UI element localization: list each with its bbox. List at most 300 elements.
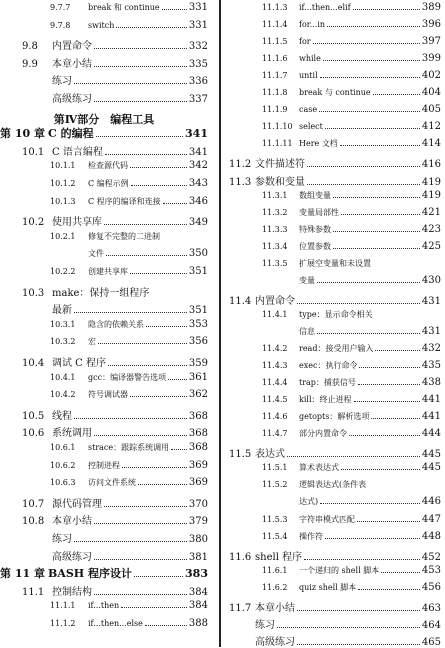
page-number: 356 bbox=[188, 336, 208, 348]
entry-number: 9.7.8 bbox=[50, 20, 71, 30]
page-number: 368 bbox=[188, 442, 208, 453]
page-number: 332 bbox=[188, 41, 208, 53]
toc-entry bbox=[262, 411, 441, 422]
entry-number: 11.5 bbox=[229, 449, 252, 461]
entry-title: C 程序的编译和连接 bbox=[88, 196, 161, 206]
entry-title: if...then bbox=[88, 601, 120, 611]
entry-title: 操作符 bbox=[299, 531, 323, 541]
toc-entry bbox=[50, 477, 208, 488]
dot-leader bbox=[358, 384, 420, 385]
entry-title: 高级练习 bbox=[255, 636, 295, 648]
dot-leader bbox=[323, 60, 420, 61]
entry-number: 10.3.2 bbox=[50, 337, 76, 347]
dot-leader bbox=[116, 27, 187, 28]
entry-title: 本章小结 bbox=[52, 516, 92, 528]
entry-title: 创建共享库 bbox=[88, 267, 128, 276]
page-number: 337 bbox=[188, 94, 208, 105]
toc-entry bbox=[262, 207, 441, 218]
dot-leader bbox=[327, 26, 420, 27]
entry-number: 11.4.3 bbox=[262, 361, 288, 371]
entry-number: 11.4.2 bbox=[262, 344, 288, 353]
dot-leader bbox=[74, 83, 187, 84]
toc-entry bbox=[22, 72, 208, 87]
page-number: 438 bbox=[421, 377, 441, 389]
entry-title: if...then...else bbox=[88, 619, 143, 628]
toc-entry bbox=[88, 248, 208, 259]
page-number: 463 bbox=[421, 602, 441, 614]
dot-leader bbox=[349, 435, 420, 436]
dot-leader bbox=[130, 396, 187, 397]
page-number: 343 bbox=[188, 178, 208, 189]
entry-number: 10.4.1 bbox=[50, 372, 76, 382]
page-number: 341 bbox=[188, 146, 208, 158]
toc-entry bbox=[22, 90, 208, 105]
page-number: 359 bbox=[188, 358, 208, 369]
dot-leader bbox=[162, 9, 187, 10]
page-number: 368 bbox=[188, 428, 208, 440]
entry-number: 10.1.2 bbox=[50, 179, 76, 188]
entry-number: 11.5.1 bbox=[262, 463, 288, 473]
dot-leader bbox=[145, 625, 187, 626]
entry-title: type：显示命令相关 bbox=[299, 309, 373, 319]
entry-number: 11.3 bbox=[229, 176, 252, 188]
entry-title: exec：执行命令 bbox=[299, 361, 358, 371]
dot-leader bbox=[74, 312, 187, 313]
page-number: 336 bbox=[188, 76, 208, 88]
entry-number: 11.4.6 bbox=[262, 412, 288, 422]
page-number: 384 bbox=[188, 600, 208, 612]
toc-entry bbox=[262, 309, 441, 320]
dot-leader bbox=[297, 303, 420, 304]
dot-leader bbox=[313, 43, 420, 44]
entry-number: 11.4.4 bbox=[262, 378, 288, 388]
entry-title: C 语言编程 bbox=[52, 146, 103, 158]
page-number: 351 bbox=[188, 266, 208, 277]
entry-title: 源代码管理 bbox=[52, 498, 102, 510]
page-number: 430 bbox=[421, 274, 441, 286]
page-number: 397 bbox=[421, 36, 441, 48]
page-number: 412 bbox=[421, 121, 441, 133]
page-number: 342 bbox=[188, 160, 208, 172]
entry-number: 11.1.6 bbox=[262, 54, 288, 64]
page-number: 431 bbox=[421, 295, 441, 307]
entry-number: 11.3.1 bbox=[262, 190, 288, 200]
dot-leader bbox=[94, 523, 187, 524]
entry-number: 10.2.2 bbox=[50, 267, 76, 276]
entry-number: 9.7.7 bbox=[50, 3, 71, 12]
toc-entry bbox=[262, 343, 441, 354]
entry-title: 算术表达式 bbox=[299, 463, 339, 473]
toc-entry bbox=[262, 360, 441, 371]
toc-entry bbox=[50, 618, 208, 629]
page-number: 381 bbox=[188, 551, 208, 563]
toc-entry bbox=[22, 512, 208, 527]
page-number: 389 bbox=[421, 2, 441, 13]
entry-number: 11.4 bbox=[229, 295, 252, 307]
entry-number: 10.2.1 bbox=[50, 231, 76, 241]
page-number: 369 bbox=[188, 459, 208, 471]
entry-title: 文件 bbox=[88, 249, 104, 259]
dot-leader bbox=[108, 365, 187, 366]
entry-title: 本章小结 bbox=[255, 602, 295, 614]
toc-entry bbox=[262, 36, 441, 47]
entry-number: 11.1.2 bbox=[50, 619, 76, 628]
toc-entry bbox=[262, 53, 441, 64]
entry-title: if...then...elif bbox=[299, 3, 351, 12]
dot-leader bbox=[297, 610, 420, 611]
dot-leader bbox=[94, 66, 187, 67]
page-number: 446 bbox=[421, 496, 441, 508]
page-number: 423 bbox=[421, 223, 441, 235]
entry-number: 10.3.1 bbox=[50, 319, 76, 329]
page-number: 379 bbox=[188, 516, 208, 528]
entry-title: 最新 bbox=[52, 305, 72, 317]
dot-leader bbox=[168, 379, 187, 380]
dot-leader bbox=[94, 48, 187, 49]
page-number: 416 bbox=[421, 159, 441, 171]
entry-number: 11.5.2 bbox=[262, 480, 288, 490]
toc-entry bbox=[22, 424, 208, 439]
page-number: 405 bbox=[421, 104, 441, 116]
toc-entry bbox=[229, 633, 441, 648]
dot-leader bbox=[340, 145, 420, 146]
toc-entry bbox=[262, 121, 441, 132]
page-number: 465 bbox=[421, 636, 441, 648]
dot-leader bbox=[163, 203, 187, 204]
entry-title: strace：跟踪系统调用 bbox=[88, 443, 170, 452]
toc-entry bbox=[22, 583, 208, 598]
page-number: 384 bbox=[188, 586, 208, 598]
entry-title: 检查源代码 bbox=[88, 161, 128, 171]
entry-title: 数组变量 bbox=[299, 190, 331, 200]
toc-entry bbox=[0, 125, 208, 141]
entry-title: trap：捕获信号 bbox=[299, 378, 356, 388]
toc-entry bbox=[229, 155, 441, 170]
dot-leader bbox=[307, 166, 420, 167]
dot-leader bbox=[130, 273, 187, 274]
entry-number: 10.5 bbox=[22, 410, 45, 422]
toc-entry bbox=[299, 326, 441, 337]
entry-title: 控制进程 bbox=[88, 460, 120, 470]
page-number: 353 bbox=[188, 318, 208, 330]
toc-entry bbox=[262, 19, 441, 30]
dot-leader bbox=[325, 538, 420, 539]
entry-title: 变量 bbox=[299, 275, 315, 285]
entry-number: 11.6 bbox=[229, 551, 252, 563]
toc-entry bbox=[229, 599, 441, 614]
toc-entry bbox=[22, 530, 208, 545]
entry-title: C 编程示例 bbox=[88, 179, 129, 188]
toc-entry bbox=[50, 231, 208, 242]
entry-number: 11.4.5 bbox=[262, 395, 288, 405]
page-number: 425 bbox=[421, 240, 441, 252]
entry-title: shell 程序 bbox=[255, 551, 303, 563]
entry-number: 11.1.9 bbox=[262, 105, 288, 115]
entry-title: getopts：解析选项 bbox=[299, 412, 370, 422]
entry-number: 第 11 章 bbox=[0, 567, 45, 581]
page-number: 399 bbox=[421, 53, 441, 65]
entry-number: 11.4.1 bbox=[262, 309, 288, 319]
page-number: 414 bbox=[421, 138, 441, 150]
page-number: 452 bbox=[421, 551, 441, 563]
dot-leader bbox=[104, 224, 187, 225]
entry-number: 10.7 bbox=[22, 498, 45, 510]
dot-leader bbox=[130, 167, 187, 168]
dot-leader bbox=[94, 435, 187, 436]
page-number: 362 bbox=[188, 389, 208, 401]
dot-leader bbox=[171, 449, 187, 450]
dot-leader bbox=[333, 248, 420, 249]
page-number: 383 bbox=[185, 567, 208, 581]
entry-number: 10.3 bbox=[22, 287, 45, 299]
toc-entry bbox=[0, 111, 208, 127]
page-number: 388 bbox=[188, 618, 208, 629]
entry-number: 11.3.5 bbox=[262, 258, 288, 268]
dot-leader bbox=[134, 576, 183, 577]
dot-leader bbox=[341, 214, 420, 215]
entry-title: 使用共享库 bbox=[52, 217, 102, 229]
toc-entry bbox=[22, 284, 208, 299]
dot-leader bbox=[304, 559, 420, 560]
entry-title: 扩展空变量和未设置 bbox=[299, 258, 371, 268]
entry-number: 11.1.10 bbox=[262, 122, 293, 132]
entry-title: 内置命令 bbox=[52, 41, 92, 53]
page-number: 431 bbox=[421, 325, 441, 337]
page-number: 331 bbox=[188, 2, 208, 13]
dot-leader bbox=[317, 282, 420, 283]
toc-entry bbox=[50, 600, 208, 611]
toc-entry bbox=[52, 301, 208, 316]
dot-leader bbox=[359, 367, 419, 368]
page-number: 444 bbox=[421, 428, 441, 440]
page-number: 341 bbox=[185, 127, 208, 141]
page-number: 369 bbox=[188, 477, 208, 489]
entry-number: 11.1.11 bbox=[262, 139, 293, 149]
toc-entry bbox=[262, 70, 441, 81]
entry-number: 10.6.1 bbox=[50, 443, 76, 452]
page-number: 419 bbox=[421, 176, 441, 188]
toc-entry bbox=[22, 55, 208, 70]
toc-entry bbox=[262, 514, 441, 525]
entry-number: 11.6.2 bbox=[262, 582, 288, 592]
entry-number: 10.1.1 bbox=[50, 161, 76, 171]
page-number: 435 bbox=[421, 360, 441, 372]
toc-entry bbox=[262, 2, 441, 13]
entry-number: 11.6.1 bbox=[262, 565, 288, 575]
entry-title: 修复不完整的二进制 bbox=[88, 231, 160, 241]
entry-number: 11.2 bbox=[229, 159, 252, 171]
entry-title: 控制结构 bbox=[52, 586, 92, 598]
page-number: 404 bbox=[421, 87, 441, 99]
entry-number: 11.3.3 bbox=[262, 224, 288, 234]
dot-leader bbox=[317, 333, 420, 334]
entry-title: 部分内置命令 bbox=[299, 429, 347, 439]
page-number: 370 bbox=[188, 498, 208, 510]
entry-number: 11.1.5 bbox=[262, 37, 288, 47]
page-number: 368 bbox=[188, 410, 208, 422]
entry-title: for...in bbox=[299, 20, 326, 30]
entry-number: 10.6.2 bbox=[50, 460, 76, 470]
toc-entry bbox=[22, 407, 208, 422]
dot-leader bbox=[333, 231, 420, 232]
entry-title: 宏 bbox=[88, 337, 96, 347]
entry-title: 字符串模式匹配 bbox=[299, 514, 355, 524]
entry-title: switch bbox=[88, 20, 115, 30]
dot-leader bbox=[94, 559, 187, 560]
entry-number: 10.1.3 bbox=[50, 196, 76, 206]
entry-title: break 和 continue bbox=[88, 3, 160, 12]
entry-title: make：保持一组程序 bbox=[52, 287, 150, 299]
toc-entry bbox=[22, 213, 208, 228]
entry-number: 11.1.3 bbox=[262, 3, 288, 12]
toc-entry bbox=[262, 138, 441, 149]
toc-entry bbox=[50, 442, 208, 453]
toc-entry bbox=[50, 389, 208, 400]
entry-title: kill：终止进程 bbox=[299, 395, 352, 405]
dot-leader bbox=[106, 255, 187, 256]
toc-entry bbox=[262, 258, 441, 269]
page-number: 453 bbox=[421, 564, 441, 576]
page-number: 396 bbox=[421, 19, 441, 31]
dot-leader bbox=[297, 644, 420, 645]
entry-title: 参数和变量 bbox=[255, 176, 305, 188]
toc-entry bbox=[262, 531, 441, 542]
entry-number: 10.6.3 bbox=[50, 478, 76, 488]
page-number: 456 bbox=[421, 581, 441, 593]
dot-leader bbox=[381, 572, 420, 573]
entry-title: 本章小结 bbox=[52, 58, 92, 70]
page-number: 331 bbox=[188, 19, 208, 31]
entry-title: for bbox=[299, 37, 311, 47]
entry-title: 调试 C 程序 bbox=[52, 358, 107, 369]
toc-entry bbox=[50, 372, 208, 383]
page-number: 447 bbox=[421, 513, 441, 525]
toc-entry bbox=[299, 496, 441, 507]
dot-leader bbox=[320, 503, 420, 504]
entry-number: 11.1.7 bbox=[262, 71, 288, 81]
page-number: 346 bbox=[188, 195, 208, 207]
dot-leader bbox=[371, 418, 420, 419]
entry-title: Here 文档 bbox=[299, 139, 338, 149]
page-number: 464 bbox=[421, 619, 441, 631]
toc-entry bbox=[50, 2, 208, 13]
entry-title: 达式) bbox=[299, 497, 319, 507]
entry-title: until bbox=[299, 71, 318, 81]
entry-title: 系统调用 bbox=[52, 428, 92, 440]
entry-title: 访问文件系统 bbox=[88, 478, 136, 488]
toc-entry bbox=[22, 143, 208, 158]
entry-title: 变量局部性 bbox=[299, 207, 339, 217]
toc-entry bbox=[262, 462, 441, 473]
entry-number: 10.2 bbox=[22, 217, 45, 229]
dot-leader bbox=[105, 154, 187, 155]
dot-leader bbox=[307, 184, 420, 185]
entry-title: 练习 bbox=[52, 534, 72, 545]
toc-entry bbox=[50, 460, 208, 471]
dot-leader bbox=[325, 128, 420, 129]
dot-leader bbox=[341, 469, 420, 470]
toc-entry bbox=[262, 87, 441, 98]
entry-number: 10.4.2 bbox=[50, 390, 76, 400]
dot-leader bbox=[94, 594, 187, 595]
entry-number: 第 10 章 bbox=[0, 127, 45, 141]
entry-title: 练习 bbox=[255, 619, 275, 631]
toc-entry bbox=[50, 178, 208, 189]
dot-leader bbox=[96, 136, 183, 137]
toc-entry bbox=[50, 20, 208, 31]
entry-title: 文件描述符 bbox=[255, 159, 305, 171]
toc-entry bbox=[229, 173, 441, 188]
dot-leader bbox=[375, 350, 419, 351]
page-number: 361 bbox=[188, 371, 208, 383]
entry-number: 11.7 bbox=[229, 602, 252, 614]
entry-title: gcc：编译器警告选项 bbox=[88, 372, 167, 382]
dot-leader bbox=[287, 456, 420, 457]
entry-title: 一个递归的 shell 脚本 bbox=[299, 565, 380, 575]
toc-entry bbox=[299, 275, 441, 286]
page-number: 350 bbox=[188, 248, 208, 260]
entry-number: 11.3.2 bbox=[262, 207, 288, 217]
entry-title: 高级练习 bbox=[52, 94, 92, 105]
toc-entry bbox=[22, 548, 208, 563]
toc-entry bbox=[262, 190, 441, 201]
entry-number: 9.9 bbox=[22, 58, 38, 70]
dot-leader bbox=[358, 589, 420, 590]
toc-entry bbox=[50, 160, 208, 171]
entry-title: 内置命令 bbox=[255, 295, 295, 307]
dot-leader bbox=[94, 101, 187, 102]
dot-leader bbox=[98, 343, 187, 344]
entry-number: 11.5.4 bbox=[262, 531, 288, 541]
dot-leader bbox=[333, 197, 420, 198]
toc-entry bbox=[22, 354, 208, 369]
page-number: 445 bbox=[421, 449, 441, 461]
entry-title: 练习 bbox=[52, 76, 72, 88]
entry-title: 位置参数 bbox=[299, 241, 331, 251]
toc-entry bbox=[50, 266, 208, 277]
toc-entry bbox=[0, 565, 208, 581]
toc-entry bbox=[262, 224, 441, 235]
page-number: 441 bbox=[421, 394, 441, 406]
entry-title: C 的编程 bbox=[48, 127, 94, 141]
entry-number: 10.8 bbox=[22, 516, 45, 528]
entry-number: 11.1.8 bbox=[262, 88, 288, 98]
dot-leader bbox=[74, 541, 187, 542]
entry-title: 表达式 bbox=[255, 449, 285, 461]
page-number: 380 bbox=[188, 534, 208, 545]
toc-entry bbox=[262, 428, 441, 439]
entry-title: 高级练习 bbox=[52, 551, 92, 563]
dot-leader bbox=[373, 94, 420, 95]
page-number: 351 bbox=[188, 305, 208, 317]
toc-entry bbox=[229, 445, 441, 460]
dot-leader bbox=[353, 9, 420, 10]
entry-title: break 与 continue bbox=[299, 88, 371, 98]
entry-number: 11.1 bbox=[22, 586, 45, 598]
entry-title: read：接受用户输入 bbox=[299, 344, 374, 353]
dot-leader bbox=[122, 467, 187, 468]
toc-entry bbox=[22, 495, 208, 510]
entry-number: 10.4 bbox=[22, 358, 45, 369]
toc-entry bbox=[262, 394, 441, 405]
entry-title: 隐含的依赖关系 bbox=[88, 319, 144, 329]
page-number: 448 bbox=[421, 530, 441, 542]
dot-leader bbox=[121, 607, 187, 608]
dot-leader bbox=[354, 401, 420, 402]
entry-title: 信息 bbox=[299, 326, 315, 336]
entry-number: 11.5.3 bbox=[262, 514, 288, 524]
dot-leader bbox=[104, 506, 187, 507]
